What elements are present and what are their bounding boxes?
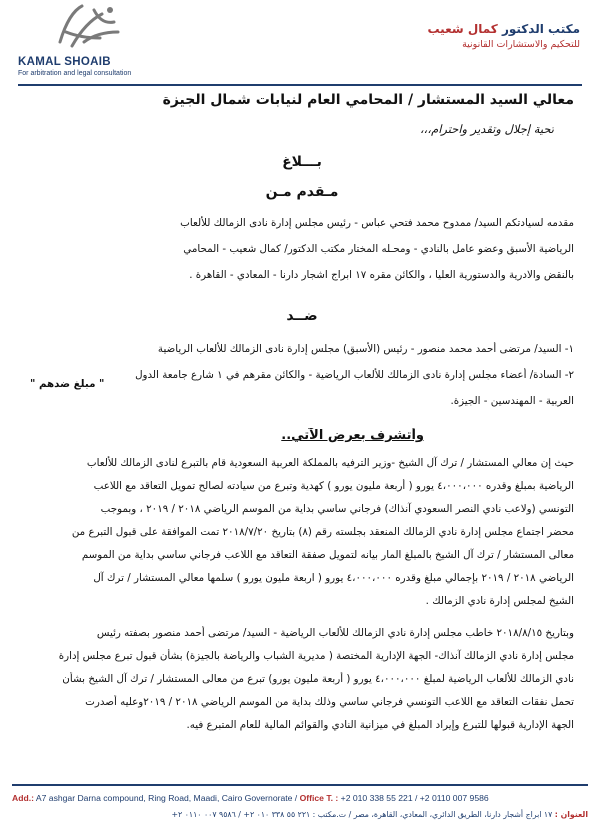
- body-line-10: نادي الزمالك للألعاب الرياضية لمبلغ ٤،٠٠٠،٠٠٠ يورو ( أربعة مليون يورو) تبرع من معالى المستشار / ترك آل الشيخ بشأن: [62, 673, 574, 685]
- defendant-2-address: العربية - المهندسين - الجيزة.: [450, 395, 574, 407]
- defendant-label: " مبلغ ضدهم ": [30, 378, 105, 390]
- greeting: تحية إجلال وتقدير واحترام،،،: [419, 122, 554, 136]
- submitted-by-title: مـقدم مـن: [265, 184, 339, 200]
- address-en: A7 ashgar Darna compound, Ring Road, Maadi, Cairo Governorate: [35, 793, 293, 803]
- body-line-9: مجلس إدارة نادي الزمالك آنذاك- الجهة الإدارية المختصة ( مديرية الشباب والرياضة بالجيزة) بشأن قبول تبرع مجلس إدارة: [58, 650, 574, 662]
- footer-address-ar: [172, 810, 589, 819]
- address-label: Add.:: [12, 793, 34, 803]
- addressee: معالي السيد المستشار / المحامي العام لنيابات شمال الجيزة: [162, 92, 574, 108]
- office-title: [427, 22, 580, 36]
- body-line-11: تحمل نفقات التعاقد مع اللاعب التونسي فرجاني ساسي وذلك بداية من الموسم الرياضي ٢٠١٨ / ٢٠١٩وعليه أصدرت: [85, 696, 574, 708]
- body-line-7: الشيخ لمجلس إدارة نادي الزمالك .: [425, 595, 574, 607]
- footer-address-en: Add.: A7 ashgar Darna compound, Ring Road, Maadi, Cairo Governorate / Office T. : +2 010 338 55 221 / +2 0110 007 9586: [12, 793, 489, 803]
- office-phones: +2 010 338 55 221 / +2 0110 007 9586: [340, 793, 489, 803]
- submitter-line-2: الرياضية الأسبق وعضو عامل بالنادي - ومحـله المختار مكتب الدكتور/ كمال شعيب - المحامي: [183, 243, 574, 255]
- office-prefix: مكتب الدكتور: [501, 22, 580, 36]
- body-line-12: الجهة الإدارية قبولها للتبرع وإيراد المبلغ في ميزانية النادي والقوائم المالية للعام المتبرع فيه.: [186, 719, 574, 731]
- header-divider: [18, 84, 582, 86]
- office-header: [427, 22, 580, 50]
- footer: [0, 784, 600, 831]
- defendant-1: ١- السيد/ مرتضى أحمد محمد منصور - رئيس (الأسبق) مجلس إدارة نادى الزمالك للألعاب الرياضية: [157, 343, 574, 355]
- logo: [14, 2, 134, 80]
- logo-subtitle: For arbitration and legal consultation: [18, 70, 132, 77]
- submitter-line-1: مقدمه لسيادتكم السيد/ ممدوح محمد فتحي عباس - رئيس مجلس إدارة نادى الزمالك للألعاب: [180, 217, 574, 229]
- defendant-2: ٢- السادة/ أعضاء مجلس إدارة نادى الزمالك للألعاب الرياضية - والكائن مقرهم في ١ شارع جامعة الدول: [135, 369, 574, 381]
- address-label-ar: العنوان :: [554, 810, 588, 819]
- body-line-3: التونسي (ولاعب نادي النصر السعودي آنذاك) فرجاني ساسي بداية من الموسم الرياضي ٢٠١٨ / ٢٠١٩ ، وبموجب: [100, 503, 574, 515]
- body-line-4: محضر اجتماع مجلس إدارة نادي الزمالك المنعقد بجلسته رقم (٨) بتاريخ ٢٠١٨/٧/٢٠ تمت الموافقة على قبول التبرع من: [71, 526, 574, 538]
- body-line-1: حيث إن معالي المستشار / ترك آل الشيخ -وزير الترفيه بالمملكة العربية السعودية قام بالتبرع لنادى الزمالك للألعاب: [86, 457, 574, 469]
- report-title: بـــلاغ: [282, 154, 322, 170]
- office-phone-label: Office T. :: [299, 793, 339, 803]
- body-line-2: الرياضية بمبلغ وقدره ٤،٠٠٠،٠٠٠ يورو ( أربعة مليون يورو ) كهدية وتبرع من سيادته لصالح تمويل التعاقد مع اللاعب: [93, 480, 574, 492]
- office-name: كمال شعيب: [427, 22, 498, 36]
- footer-divider: [12, 784, 588, 786]
- calligraphy-logo-icon: [54, 2, 124, 50]
- section-heading: وأتشرف بعرض الآتي..: [281, 428, 424, 443]
- address-ar: ١٧ ابراج أشجار دارنا، الطريق الدائري، المعادي، القاهرة، مصر / ت.مكتب : ٢٢١ ٥٥ ٣٣٨ ٠١٠ ٢+ / ٩٥٨٦ ٠٠٧ ٠١١٠ ٢+: [171, 810, 553, 819]
- body-line-5: معالى المستشار / ترك آل الشيخ بالمبلغ المار بيانه لتمويل صفقة التعاقد مع اللاعب فرجاني ساسي بداية من الموسم: [81, 549, 574, 561]
- submitter-line-3: بالنقض والادرية والدستورية العليا ، والكائن مقره ١٧ ابراج اشجار دارنا - المعادي - القاهرة .: [189, 269, 574, 281]
- against-title: ضــد: [286, 308, 318, 324]
- office-subtitle: للتحكيم والاستشارات القانونية: [462, 39, 580, 50]
- body-line-6: الرياضي ٢٠١٨ / ٢٠١٩ بإجمالي مبلغ وقدره ٤،٠٠٠،٠٠٠ يورو ( اربعة مليون يورو ) سلمها معالي المستشار / ترك آل: [93, 572, 574, 584]
- logo-name: KAMAL SHOAIB: [18, 56, 111, 68]
- body-line-8: وبتاريخ ٢٠١٨/٨/١٥ خاطب مجلس إدارة نادي الزمالك للألعاب الرياضية - السيد/ مرتضى أحمد منصور بصفته رئيس: [96, 627, 574, 639]
